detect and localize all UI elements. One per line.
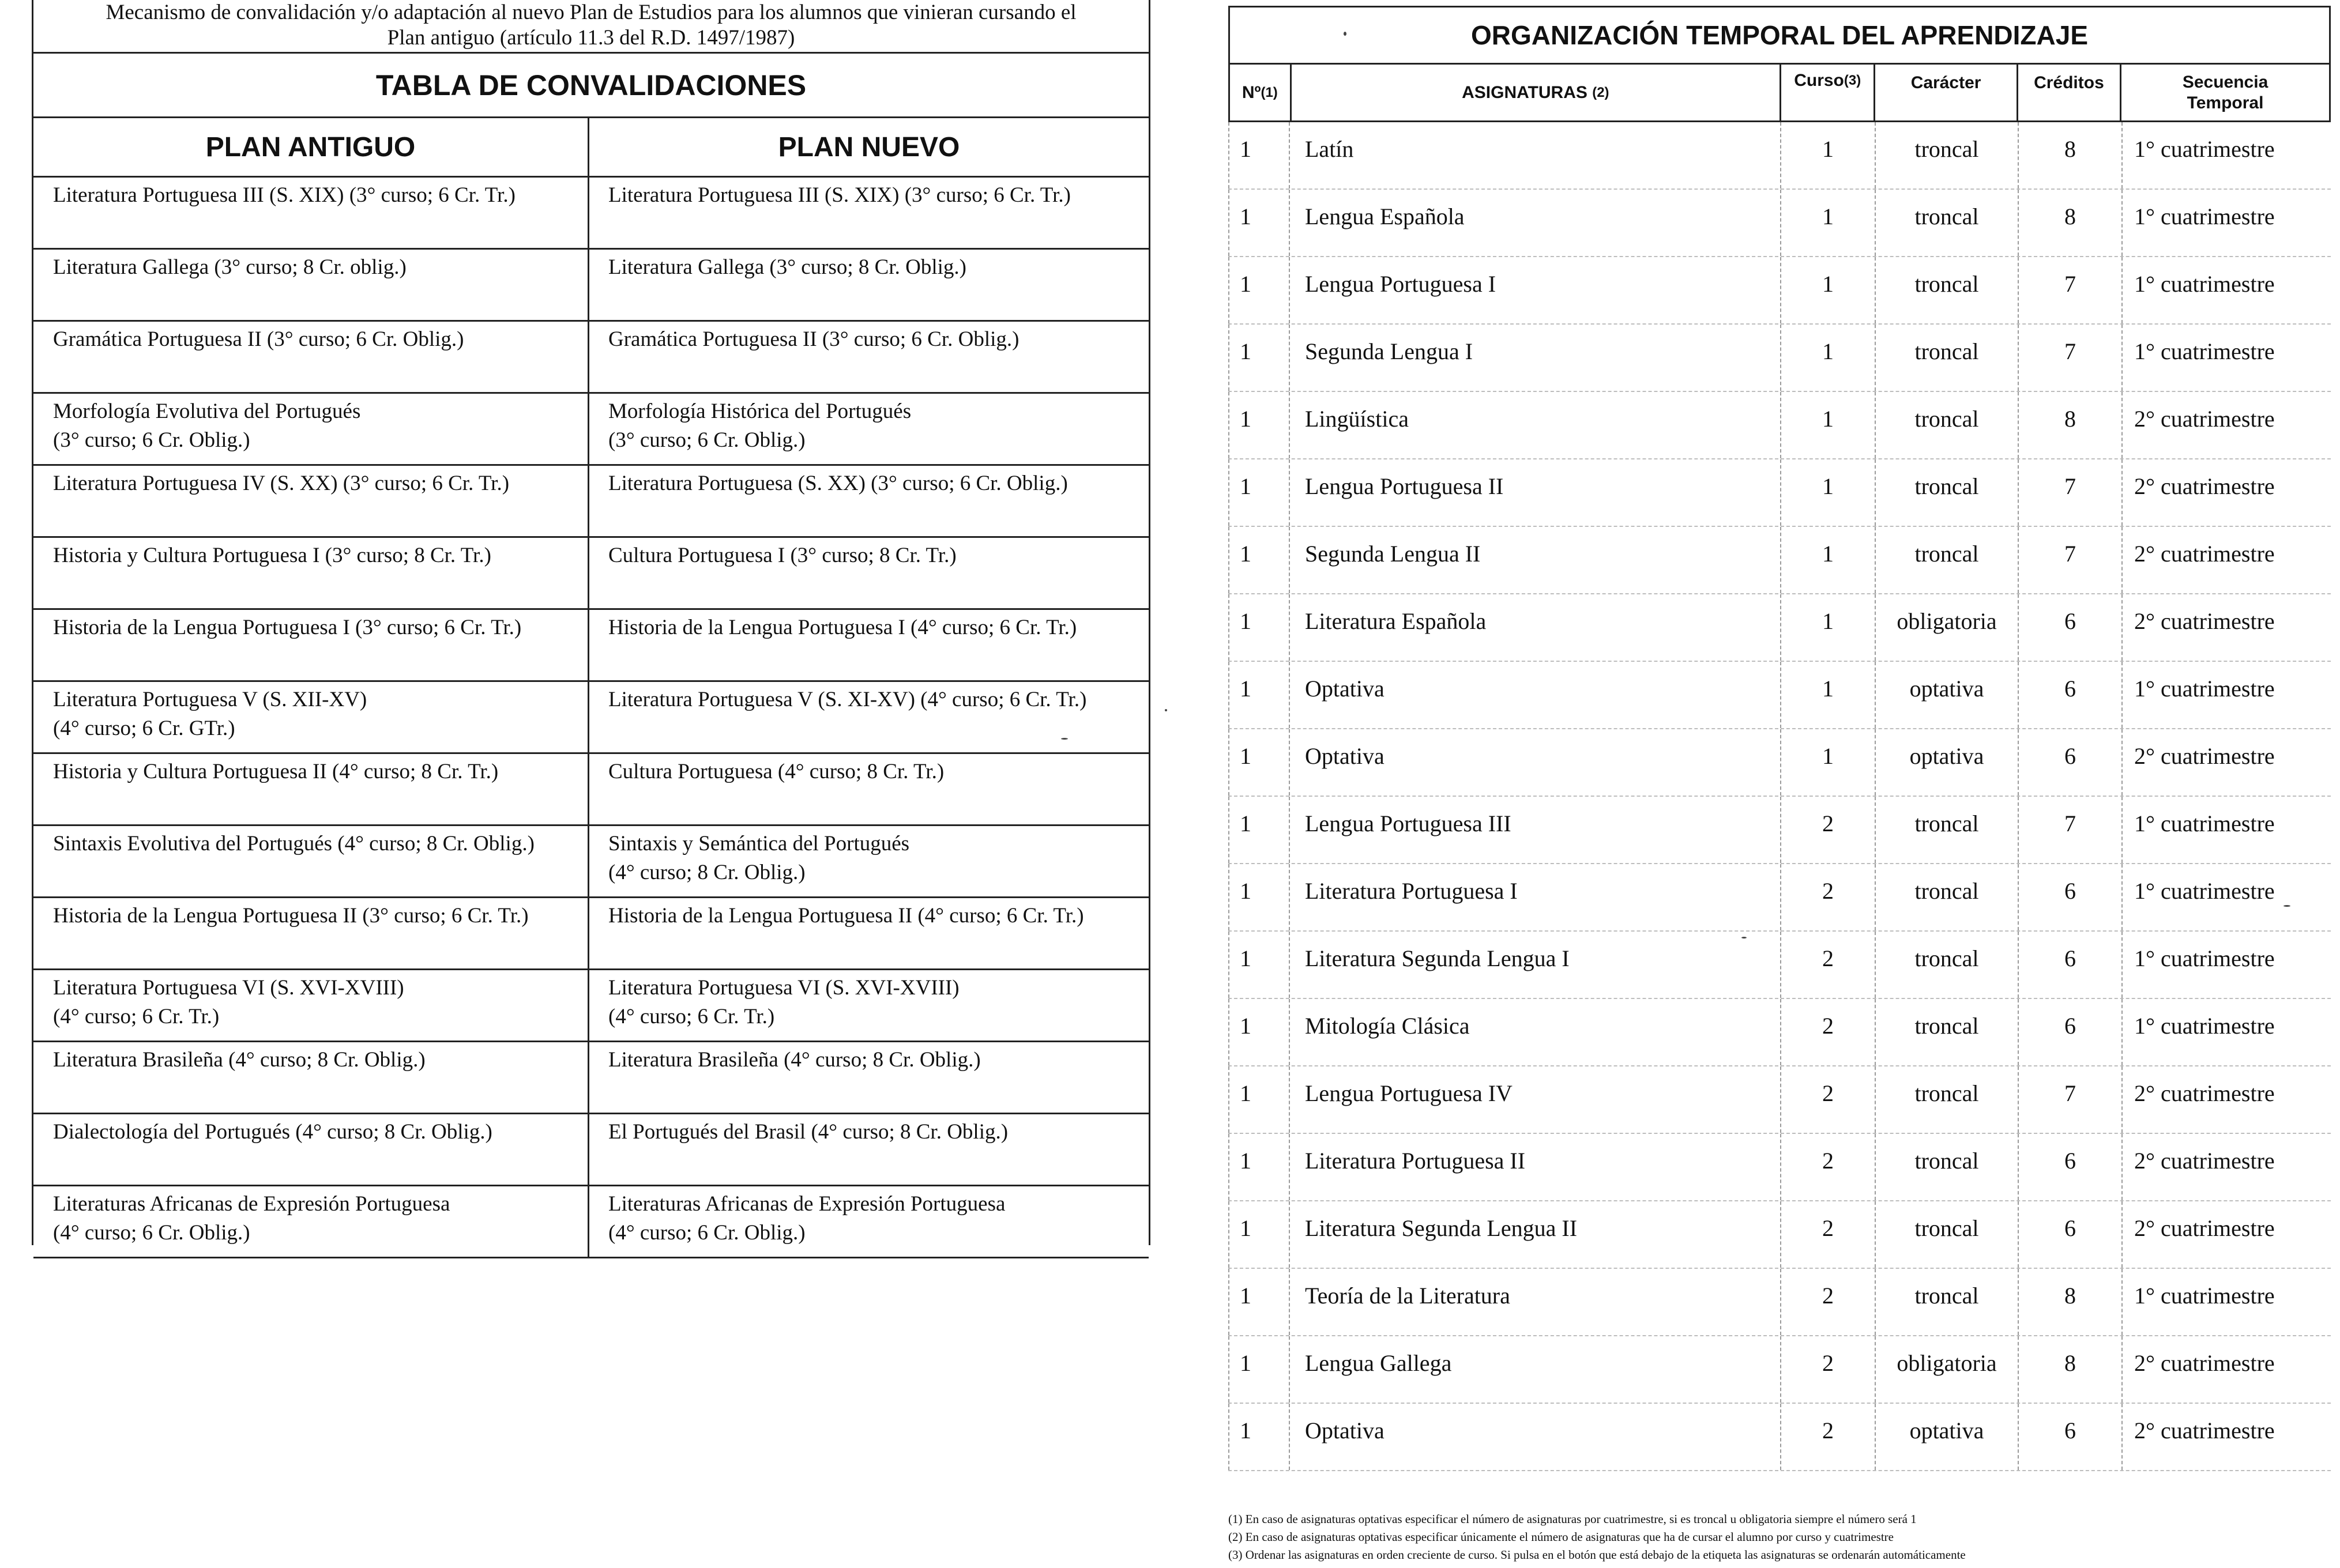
row-creditos: 7 xyxy=(2019,797,2123,863)
plan-nuevo-cell xyxy=(589,1114,1149,1185)
cell-line: Literatura Brasileña (4° curso; 8 Cr. Oblig.) xyxy=(608,1048,981,1072)
row-asignatura: Literatura Segunda Lengua I xyxy=(1290,932,1781,998)
row-curso: 1 xyxy=(1781,392,1876,458)
plan-nuevo-cell xyxy=(589,970,1149,1041)
convalidation-row xyxy=(33,178,1149,250)
plan-nuevo-cell xyxy=(589,394,1149,464)
row-creditos: 6 xyxy=(2019,1201,2123,1268)
table-title: TABLA DE CONVALIDACIONES xyxy=(33,54,1149,118)
row-caracter: troncal xyxy=(1876,797,2019,863)
row-num: 1 xyxy=(1228,797,1290,863)
row-curso: 2 xyxy=(1781,1066,1876,1133)
footnote-3: (3) Ordenar las asignaturas en orden creciente de curso. Si pulsa en el botón que está debajo de la etiqueta las asignaturas se ordenarán automáticamente xyxy=(1228,1548,1966,1562)
row-asignatura: Literatura Española xyxy=(1290,594,1781,661)
scan-speck xyxy=(1061,738,1068,740)
row-asignatura: Literatura Portuguesa II xyxy=(1290,1134,1781,1200)
header-num xyxy=(1230,65,1292,120)
subject-row xyxy=(1228,594,2331,662)
row-creditos: 8 xyxy=(2019,122,2123,189)
header-creditos-label: Créditos xyxy=(2034,73,2104,92)
row-curso: 2 xyxy=(1781,999,1876,1065)
cell-line: Morfología Evolutiva del Portugués xyxy=(53,399,361,423)
row-asignatura: Mitología Clásica xyxy=(1290,999,1781,1065)
subject-row xyxy=(1228,864,2331,932)
subject-row xyxy=(1228,527,2331,594)
row-asignatura: Segunda Lengua I xyxy=(1290,325,1781,391)
subject-row xyxy=(1228,190,2331,257)
cell-line: Dialectología del Portugués (4° curso; 8 Cr. Oblig.) xyxy=(53,1120,492,1144)
row-creditos: 6 xyxy=(2019,1404,2123,1470)
header-num-label: Nº xyxy=(1242,82,1261,102)
row-secuencia: 2° cuatrimestre xyxy=(2134,541,2275,567)
cell-line: Gramática Portuguesa II (3° curso; 6 Cr. Oblig.) xyxy=(608,327,1019,351)
row-secuencia: 2° cuatrimestre xyxy=(2134,1418,2275,1443)
header-secuencia xyxy=(2121,65,2329,120)
row-curso: 2 xyxy=(1781,1269,1876,1335)
row-caracter: troncal xyxy=(1876,864,2019,930)
header-asignaturas-label: ASIGNATURAS xyxy=(1462,82,1587,102)
plan-nuevo-cell xyxy=(589,178,1149,248)
row-asignatura: Lengua Gallega xyxy=(1290,1336,1781,1403)
scan-speck xyxy=(2283,905,2290,907)
cell-line: (4° curso; 6 Cr. Oblig.) xyxy=(608,1221,806,1245)
row-secuencia: 1° cuatrimestre xyxy=(2134,271,2275,297)
plan-antiguo-cell xyxy=(33,466,589,536)
header-caracter-label: Carácter xyxy=(1910,73,1981,92)
cell-line: Literaturas Africanas de Expresión Portuguesa xyxy=(53,1192,450,1216)
row-caracter: troncal xyxy=(1876,122,2019,189)
row-curso: 1 xyxy=(1781,190,1876,256)
plan-nuevo-cell xyxy=(589,826,1149,896)
table-header-row xyxy=(1228,65,2331,122)
footnote-1: (1) En caso de asignaturas optativas especificar el número de asignaturas por cuatrimestre, si es troncal u obligatoria siempre el número será 1 xyxy=(1228,1512,1917,1526)
row-curso: 1 xyxy=(1781,527,1876,593)
row-caracter: troncal xyxy=(1876,459,2019,526)
row-asignatura: Optativa xyxy=(1290,1404,1781,1470)
row-secuencia: 1° cuatrimestre xyxy=(2134,203,2275,229)
cell-line: Historia de la Lengua Portuguesa II (3° curso; 6 Cr. Tr.) xyxy=(53,904,529,928)
subject-rows xyxy=(1228,122,2331,1471)
row-asignatura: Lingüística xyxy=(1290,392,1781,458)
cell-line: Morfología Histórica del Portugués xyxy=(608,399,912,423)
row-caracter: obligatoria xyxy=(1876,594,2019,661)
header-curso[interactable] xyxy=(1781,65,1875,120)
row-num: 1 xyxy=(1228,1269,1290,1335)
plan-nuevo-cell xyxy=(589,322,1149,392)
scan-speck xyxy=(1344,32,1346,36)
convalidation-row xyxy=(33,898,1149,970)
subject-row xyxy=(1228,999,2331,1066)
row-caracter: troncal xyxy=(1876,1269,2019,1335)
subject-row xyxy=(1228,122,2331,190)
row-creditos: 8 xyxy=(2019,392,2123,458)
row-curso: 2 xyxy=(1781,797,1876,863)
row-asignatura: Literatura Segunda Lengua II xyxy=(1290,1201,1781,1268)
row-caracter: optativa xyxy=(1876,1404,2019,1470)
row-curso: 2 xyxy=(1781,1201,1876,1268)
plan-nuevo-cell xyxy=(589,754,1149,824)
row-secuencia: 1° cuatrimestre xyxy=(2134,878,2275,904)
row-creditos: 6 xyxy=(2019,729,2123,796)
row-curso: 2 xyxy=(1781,932,1876,998)
row-num: 1 xyxy=(1228,662,1290,728)
footnote-2: (2) En caso de asignaturas optativas especificar únicamente el número de asignaturas que ha de cursar el alumno por curso y cuatrimestre xyxy=(1228,1530,1894,1544)
plan-antiguo-cell xyxy=(33,682,589,752)
row-creditos: 6 xyxy=(2019,594,2123,661)
row-num: 1 xyxy=(1228,459,1290,526)
row-creditos: 7 xyxy=(2019,1066,2123,1133)
row-creditos: 8 xyxy=(2019,1269,2123,1335)
row-creditos: 7 xyxy=(2019,325,2123,391)
temporal-organization-table xyxy=(1228,6,2331,1458)
row-secuencia: 1° cuatrimestre xyxy=(2134,811,2275,836)
row-asignatura: Lengua Portuguesa IV xyxy=(1290,1066,1781,1133)
row-creditos: 7 xyxy=(2019,459,2123,526)
row-asignatura: Latín xyxy=(1290,122,1781,189)
subject-row xyxy=(1228,1134,2331,1201)
convalidation-row xyxy=(33,826,1149,898)
row-asignatura: Teoría de la Literatura xyxy=(1290,1269,1781,1335)
plan-nuevo-cell xyxy=(589,610,1149,680)
convalidation-row xyxy=(33,754,1149,826)
subject-row xyxy=(1228,325,2331,392)
plan-antiguo-cell xyxy=(33,754,589,824)
row-caracter: troncal xyxy=(1876,527,2019,593)
convalidation-row xyxy=(33,970,1149,1042)
intro-line-1: Mecanismo de convalidación y/o adaptación al nuevo Plan de Estudios para los alumnos que vinieran cursando el xyxy=(106,1,1077,24)
row-creditos: 6 xyxy=(2019,932,2123,998)
row-caracter: troncal xyxy=(1876,257,2019,323)
row-num: 1 xyxy=(1228,1336,1290,1403)
cell-line: Historia de la Lengua Portuguesa II (4° curso; 6 Cr. Tr.) xyxy=(608,904,1084,928)
cell-line: Gramática Portuguesa II (3° curso; 6 Cr. Oblig.) xyxy=(53,327,464,351)
row-curso: 1 xyxy=(1781,257,1876,323)
cell-line: Historia de la Lengua Portuguesa I (3° curso; 6 Cr. Tr.) xyxy=(53,616,522,639)
row-asignatura: Lengua Española xyxy=(1290,190,1781,256)
row-curso: 2 xyxy=(1781,864,1876,930)
convalidation-row xyxy=(33,1042,1149,1114)
subject-row xyxy=(1228,1336,2331,1404)
row-creditos: 7 xyxy=(2019,257,2123,323)
row-creditos: 6 xyxy=(2019,662,2123,728)
subject-row xyxy=(1228,1269,2331,1336)
row-curso: 1 xyxy=(1781,325,1876,391)
plan-nuevo-cell xyxy=(589,682,1149,752)
row-secuencia: 2° cuatrimestre xyxy=(2134,1215,2275,1241)
header-asignaturas-note: (2) xyxy=(1592,84,1609,100)
row-asignatura: Lengua Portuguesa I xyxy=(1290,257,1781,323)
scan-speck xyxy=(1165,709,1167,711)
intro-line-2: Plan antiguo (artículo 11.3 del R.D. 1497/1987) xyxy=(387,26,795,50)
subject-row xyxy=(1228,1066,2331,1134)
plan-antiguo-cell xyxy=(33,394,589,464)
row-num: 1 xyxy=(1228,1066,1290,1133)
row-secuencia: 2° cuatrimestre xyxy=(2134,1350,2275,1376)
plan-antiguo-cell xyxy=(33,538,589,608)
plan-antiguo-cell xyxy=(33,898,589,968)
row-curso: 1 xyxy=(1781,662,1876,728)
cell-line: Cultura Portuguesa (4° curso; 8 Cr. Tr.) xyxy=(608,760,945,783)
subject-row xyxy=(1228,459,2331,527)
row-caracter: optativa xyxy=(1876,662,2019,728)
row-caracter: troncal xyxy=(1876,190,2019,256)
cell-line: Literaturas Africanas de Expresión Portuguesa xyxy=(608,1192,1006,1216)
plan-antiguo-cell xyxy=(33,610,589,680)
row-creditos: 8 xyxy=(2019,1336,2123,1403)
row-secuencia: 1° cuatrimestre xyxy=(2134,1013,2275,1039)
cell-line: (3° curso; 6 Cr. Oblig.) xyxy=(608,428,806,452)
cell-line: Literatura Portuguesa (S. XX) (3° curso; 6 Cr. Oblig.) xyxy=(608,472,1068,495)
row-caracter: troncal xyxy=(1876,1066,2019,1133)
subject-row xyxy=(1228,1201,2331,1269)
row-secuencia: 2° cuatrimestre xyxy=(2134,608,2275,634)
row-caracter: troncal xyxy=(1876,392,2019,458)
cell-line: (4° curso; 6 Cr. Tr.) xyxy=(53,1005,220,1028)
row-caracter: optativa xyxy=(1876,729,2019,796)
row-caracter: troncal xyxy=(1876,1134,2019,1200)
plan-antiguo-cell xyxy=(33,178,589,248)
row-secuencia: 1° cuatrimestre xyxy=(2134,676,2275,702)
convalidation-row xyxy=(33,682,1149,754)
row-asignatura: Lengua Portuguesa III xyxy=(1290,797,1781,863)
header-secuencia-line-1: Secuencia xyxy=(2182,72,2268,92)
subject-row xyxy=(1228,257,2331,325)
row-curso: 1 xyxy=(1781,459,1876,526)
header-secuencia-line-2: Temporal xyxy=(2187,93,2264,112)
plan-nuevo-cell xyxy=(589,250,1149,320)
plan-antiguo-cell xyxy=(33,1042,589,1113)
row-num: 1 xyxy=(1228,932,1290,998)
row-num: 1 xyxy=(1228,1134,1290,1200)
subject-row xyxy=(1228,1404,2331,1471)
cell-line: Historia y Cultura Portuguesa II (4° curso; 8 Cr. Tr.) xyxy=(53,760,499,783)
convalidation-row xyxy=(33,250,1149,322)
convalidation-row xyxy=(33,610,1149,682)
row-asignatura: Optativa xyxy=(1290,729,1781,796)
convalidation-row xyxy=(33,1114,1149,1186)
row-curso: 1 xyxy=(1781,122,1876,189)
convalidation-row xyxy=(33,322,1149,394)
row-secuencia: 2° cuatrimestre xyxy=(2134,473,2275,499)
row-secuencia: 2° cuatrimestre xyxy=(2134,406,2275,432)
header-num-note: (1) xyxy=(1261,84,1278,100)
cell-line: Historia y Cultura Portuguesa I (3° curso; 8 Cr. Tr.) xyxy=(53,544,491,567)
row-secuencia: 1° cuatrimestre xyxy=(2134,945,2275,971)
row-num: 1 xyxy=(1228,527,1290,593)
plan-antiguo-cell xyxy=(33,1114,589,1185)
cell-line: (4° curso; 6 Cr. GTr.) xyxy=(53,717,235,740)
cell-line: Literatura Portuguesa VI (S. XVI-XVIII) xyxy=(608,976,960,1000)
cell-line: Historia de la Lengua Portuguesa I (4° curso; 6 Cr. Tr.) xyxy=(608,616,1077,639)
header-plan-nuevo: PLAN NUEVO xyxy=(589,118,1149,178)
row-caracter: troncal xyxy=(1876,1201,2019,1268)
row-secuencia: 2° cuatrimestre xyxy=(2134,1080,2275,1106)
convalidation-row xyxy=(33,538,1149,610)
row-creditos: 7 xyxy=(2019,527,2123,593)
cell-line: Cultura Portuguesa I (3° curso; 8 Cr. Tr.) xyxy=(608,544,957,567)
plan-antiguo-cell xyxy=(33,322,589,392)
row-num: 1 xyxy=(1228,257,1290,323)
cell-line: (4° curso; 6 Cr. Oblig.) xyxy=(53,1221,250,1245)
row-caracter: troncal xyxy=(1876,999,2019,1065)
row-curso: 1 xyxy=(1781,729,1876,796)
header-plan-antiguo: PLAN ANTIGUO xyxy=(33,118,589,178)
header-curso-note: (3) xyxy=(1844,73,1861,88)
cell-line: Literatura Portuguesa III (S. XIX) (3° curso; 6 Cr. Tr.) xyxy=(53,183,516,207)
plan-nuevo-cell xyxy=(589,898,1149,968)
row-curso: 2 xyxy=(1781,1404,1876,1470)
row-num: 1 xyxy=(1228,999,1290,1065)
subject-row xyxy=(1228,729,2331,797)
header-asignaturas xyxy=(1292,65,1781,120)
plan-antiguo-cell xyxy=(33,250,589,320)
subject-row xyxy=(1228,392,2331,459)
cell-line: Sintaxis Evolutiva del Portugués (4° curso; 8 Cr. Oblig.) xyxy=(53,832,535,855)
cell-line: (4° curso; 6 Cr. Tr.) xyxy=(608,1005,775,1028)
plan-nuevo-cell xyxy=(589,1042,1149,1113)
table-title: ORGANIZACIÓN TEMPORAL DEL APRENDIZAJE xyxy=(1228,6,2331,65)
cell-line: Literatura Gallega (3° curso; 8 Cr. oblig.) xyxy=(53,255,407,279)
footnotes xyxy=(1228,1510,2324,1564)
header-caracter xyxy=(1875,65,2018,120)
plan-nuevo-cell xyxy=(589,1186,1149,1257)
header-curso-label: Curso xyxy=(1794,71,1844,90)
cell-line: Sintaxis y Semántica del Portugués xyxy=(608,832,910,855)
row-secuencia: 1° cuatrimestre xyxy=(2134,136,2275,162)
row-creditos: 8 xyxy=(2019,190,2123,256)
convalidation-row xyxy=(33,394,1149,466)
row-secuencia: 2° cuatrimestre xyxy=(2134,1148,2275,1174)
row-num: 1 xyxy=(1228,1404,1290,1470)
row-caracter: obligatoria xyxy=(1876,1336,2019,1403)
row-secuencia: 2° cuatrimestre xyxy=(2134,743,2275,769)
row-caracter: troncal xyxy=(1876,932,2019,998)
row-asignatura: Optativa xyxy=(1290,662,1781,728)
subject-row xyxy=(1228,662,2331,729)
row-curso: 1 xyxy=(1781,594,1876,661)
row-creditos: 6 xyxy=(2019,999,2123,1065)
convalidation-table xyxy=(32,0,1150,1245)
row-num: 1 xyxy=(1228,190,1290,256)
row-curso: 2 xyxy=(1781,1134,1876,1200)
row-caracter: troncal xyxy=(1876,325,2019,391)
plan-nuevo-cell xyxy=(589,538,1149,608)
cell-line: (3° curso; 6 Cr. Oblig.) xyxy=(53,428,250,452)
convalidation-rows xyxy=(33,178,1149,1258)
header-creditos xyxy=(2018,65,2121,120)
row-num: 1 xyxy=(1228,1201,1290,1268)
row-asignatura: Literatura Portuguesa I xyxy=(1290,864,1781,930)
convalidation-row xyxy=(33,1186,1149,1258)
subject-row xyxy=(1228,932,2331,999)
row-creditos: 6 xyxy=(2019,1134,2123,1200)
cell-line: Literatura Portuguesa V (S. XI-XV) (4° curso; 6 Cr. Tr.) xyxy=(608,688,1087,711)
cell-line: (4° curso; 8 Cr. Oblig.) xyxy=(608,861,806,884)
cell-line: El Portugués del Brasil (4° curso; 8 Cr. Oblig.) xyxy=(608,1120,1009,1144)
row-num: 1 xyxy=(1228,594,1290,661)
scan-speck xyxy=(1741,937,1747,938)
plan-nuevo-cell xyxy=(589,466,1149,536)
row-num: 1 xyxy=(1228,122,1290,189)
row-asignatura: Segunda Lengua II xyxy=(1290,527,1781,593)
cell-line: Literatura Portuguesa IV (S. XX) (3° curso; 6 Cr. Tr.) xyxy=(53,472,510,495)
plan-antiguo-cell xyxy=(33,826,589,896)
cell-line: Literatura Portuguesa VI (S. XVI-XVIII) xyxy=(53,976,404,1000)
row-asignatura: Lengua Portuguesa II xyxy=(1290,459,1781,526)
row-num: 1 xyxy=(1228,392,1290,458)
row-num: 1 xyxy=(1228,864,1290,930)
row-secuencia: 1° cuatrimestre xyxy=(2134,1283,2275,1309)
plan-antiguo-cell xyxy=(33,970,589,1041)
cell-line: Literatura Portuguesa V (S. XII-XV) xyxy=(53,688,367,711)
cell-line: Literatura Gallega (3° curso; 8 Cr. Oblig.) xyxy=(608,255,966,279)
convalidation-row xyxy=(33,466,1149,538)
cell-line: Literatura Portuguesa III (S. XIX) (3° curso; 6 Cr. Tr.) xyxy=(608,183,1071,207)
row-curso: 2 xyxy=(1781,1336,1876,1403)
row-secuencia: 1° cuatrimestre xyxy=(2134,338,2275,364)
plan-antiguo-cell xyxy=(33,1186,589,1257)
table-intro xyxy=(33,0,1149,54)
row-num: 1 xyxy=(1228,325,1290,391)
row-creditos: 6 xyxy=(2019,864,2123,930)
row-num: 1 xyxy=(1228,729,1290,796)
cell-line: Literatura Brasileña (4° curso; 8 Cr. Oblig.) xyxy=(53,1048,426,1072)
subject-row xyxy=(1228,797,2331,864)
